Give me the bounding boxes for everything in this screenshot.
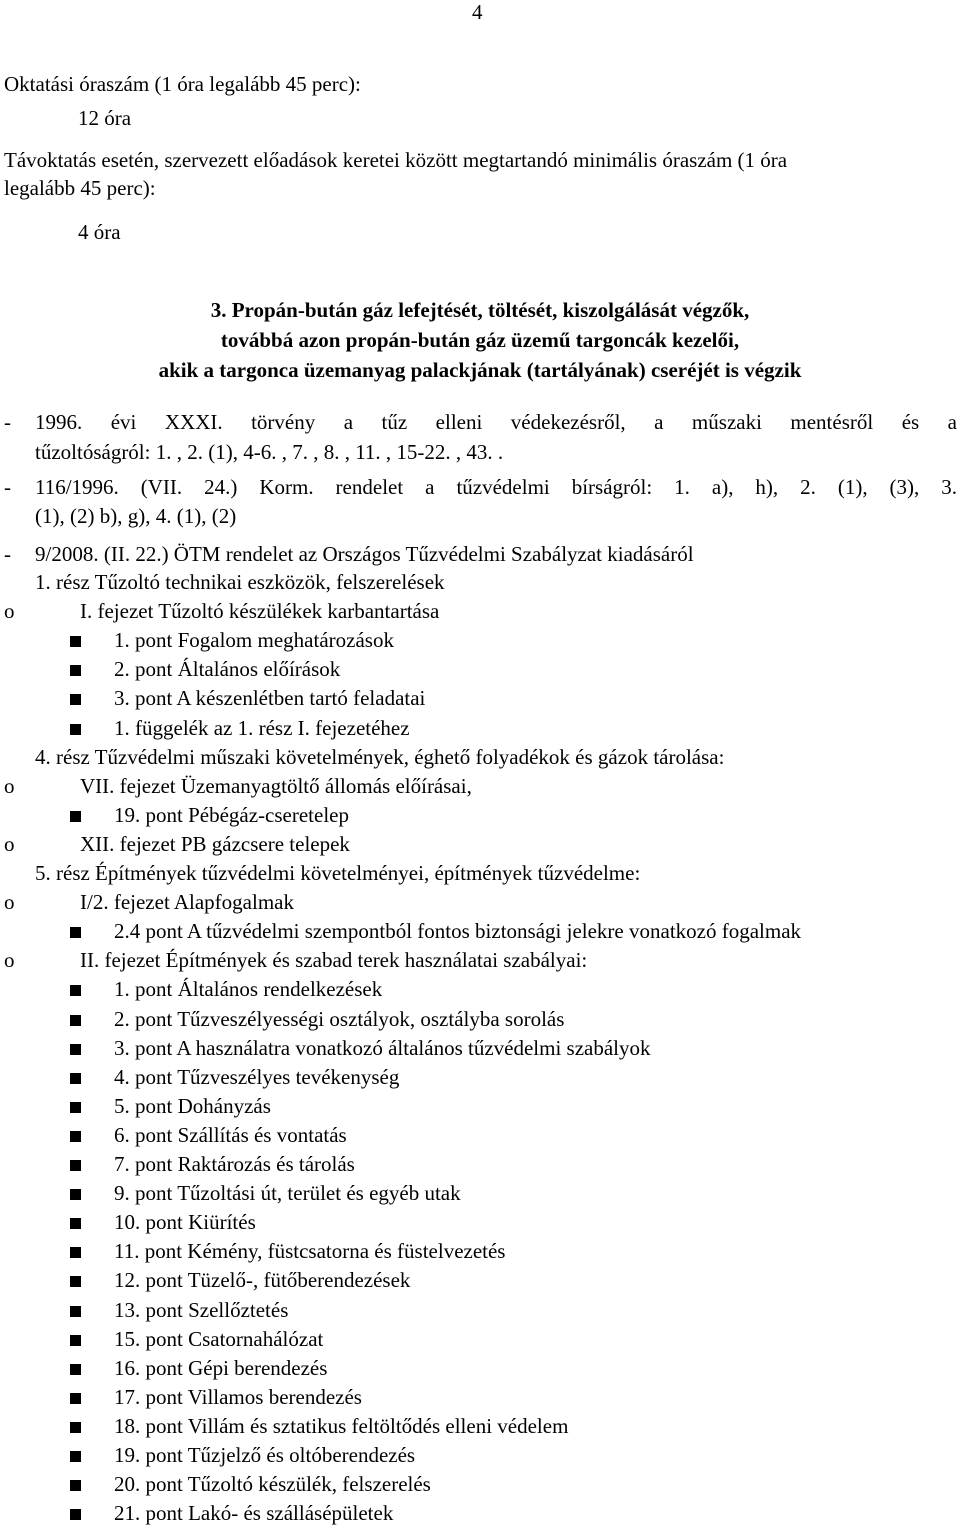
circle-bullet-marker: o [4,599,15,623]
law-1-line2: tűzoltóságról: 1. , 2. (1), 4-6. , 7. , 8. , 11. , 15-22. , 43. . [35,440,504,464]
square-bullet-icon [70,1451,81,1462]
chapter-item: XII. fejezet PB gázcsere telepek [80,832,350,856]
square-bullet-icon [70,694,81,705]
point-item: 17. pont Villamos berendezés [114,1385,362,1409]
point-item: 15. pont Csatornahálózat [114,1327,324,1351]
chapter-item: II. fejezet Építmények és szabad terek használatai szabályai: [80,948,588,972]
circle-bullet-marker: o [4,890,15,914]
point-item: 21. pont Lakó- és szállásépületek [114,1501,394,1525]
square-bullet-icon [70,1480,81,1491]
point-item: 1. pont Általános rendelkezések [114,977,383,1001]
point-item: 11. pont Kémény, füstcsatorna és füstelvezetés [114,1239,506,1263]
point-item: 19. pont Tűzjelző és oltóberendezés [114,1443,416,1467]
square-bullet-icon [70,1306,81,1317]
square-bullet-icon [70,636,81,647]
law-2-line1: 116/1996. (VII. 24.) Korm. rendelet a tűzvédelmi bírságról: 1. a), h), 2. (1), (3), 3. [35,475,957,499]
point-item: 9. pont Tűzoltási út, terület és egyéb utak [114,1181,461,1205]
distance-hours-label-line1: Távoktatás esetén, szervezett előadások keretei között megtartandó minimális óraszám (1 óra [4,148,788,172]
circle-bullet-marker: o [4,774,15,798]
square-bullet-icon [70,1422,81,1433]
section-heading-line1: 3. Propán-bután gáz lefejtését, töltését, kiszolgálását végzők, [210,298,750,322]
distance-hours-value: 4 óra [78,220,121,244]
square-bullet-icon [70,724,81,735]
list-dash: - [4,542,11,566]
point-item: 7. pont Raktározás és tárolás [114,1152,355,1176]
square-bullet-icon [70,1189,81,1200]
list-dash: - [4,410,11,434]
square-bullet-icon [70,811,81,822]
square-bullet-icon [70,1044,81,1055]
point-item: 10. pont Kiürítés [114,1210,256,1234]
point-item: 2. pont Tűzveszélyességi osztályok, osztályba sorolás [114,1007,565,1031]
point-item: 3. pont A használatra vonatkozó általános tűzvédelmi szabályok [114,1036,651,1060]
part-heading: 4. rész Tűzvédelmi műszaki követelmények, éghető folyadékok és gázok tárolása: [35,745,725,769]
chapter-item: VII. fejezet Üzemanyagtöltő állomás előírásai, [80,774,472,798]
point-item: 13. pont Szellőztetés [114,1298,289,1322]
training-hours-value: 12 óra [78,106,132,130]
square-bullet-icon [70,1247,81,1258]
square-bullet-icon [70,1102,81,1113]
section-heading-line2: továbbá azon propán-bután gáz üzemű targoncák kezelői, [220,328,740,352]
square-bullet-icon [70,1364,81,1375]
square-bullet-icon [70,1073,81,1084]
chapter-item: I/2. fejezet Alapfogalmak [80,890,294,914]
point-item: 19. pont Pébégáz-cseretelep [114,803,349,827]
law-3-line1: 9/2008. (II. 22.) ÖTM rendelet az Országos Tűzvédelmi Szabályzat kiadásáról [35,542,694,566]
square-bullet-icon [70,985,81,996]
point-item: 18. pont Villám és sztatikus feltöltődés elleni védelem [114,1414,569,1438]
list-dash: - [4,475,11,499]
point-item: 1. pont Fogalom meghatározások [114,628,394,652]
point-item: 2.4 pont A tűzvédelmi szempontból fontos biztonsági jelekre vonatkozó fogalmak [114,919,802,943]
square-bullet-icon [70,1509,81,1520]
point-item: 3. pont A készenlétben tartó feladatai [114,686,426,710]
point-item: 4. pont Tűzveszélyes tevékenység [114,1065,400,1089]
circle-bullet-marker: o [4,948,15,972]
distance-hours-label-line2: legalább 45 perc): [4,176,156,200]
part-heading: 1. rész Tűzoltó technikai eszközök, felszerelések [35,570,445,594]
law-2-line2: (1), (2) b), g), 4. (1), (2) [35,504,237,528]
square-bullet-icon [70,927,81,938]
point-item: 5. pont Dohányzás [114,1094,271,1118]
square-bullet-icon [70,1160,81,1171]
point-item: 6. pont Szállítás és vontatás [114,1123,347,1147]
point-item: 1. függelék az 1. rész I. fejezetéhez [114,716,410,740]
chapter-item: I. fejezet Tűzoltó készülékek karbantartása [80,599,440,623]
training-hours-label: Oktatási óraszám (1 óra legalább 45 perc): [4,72,361,96]
square-bullet-icon [70,1276,81,1287]
square-bullet-icon [70,1393,81,1404]
point-item: 12. pont Tüzelő-, fütőberendezések [114,1268,411,1292]
square-bullet-icon [70,665,81,676]
square-bullet-icon [70,1218,81,1229]
point-item: 16. pont Gépi berendezés [114,1356,328,1380]
section-heading-line3: akik a targonca üzemanyag palackjának (tartályának) cseréjét is végzik [158,358,802,382]
law-1-line1: 1996. évi XXXI. törvény a tűz elleni védekezésről, a műszaki mentésről és a [35,410,957,434]
point-item: 20. pont Tűzoltó készülék, felszerelés [114,1472,431,1496]
point-item: 2. pont Általános előírások [114,657,341,681]
circle-bullet-marker: o [4,832,15,856]
part-heading: 5. rész Építmények tűzvédelmi követelményei, építmények tűzvédelme: [35,861,641,885]
square-bullet-icon [70,1335,81,1346]
page-number: 4 [472,0,483,24]
square-bullet-icon [70,1131,81,1142]
square-bullet-icon [70,1015,81,1026]
